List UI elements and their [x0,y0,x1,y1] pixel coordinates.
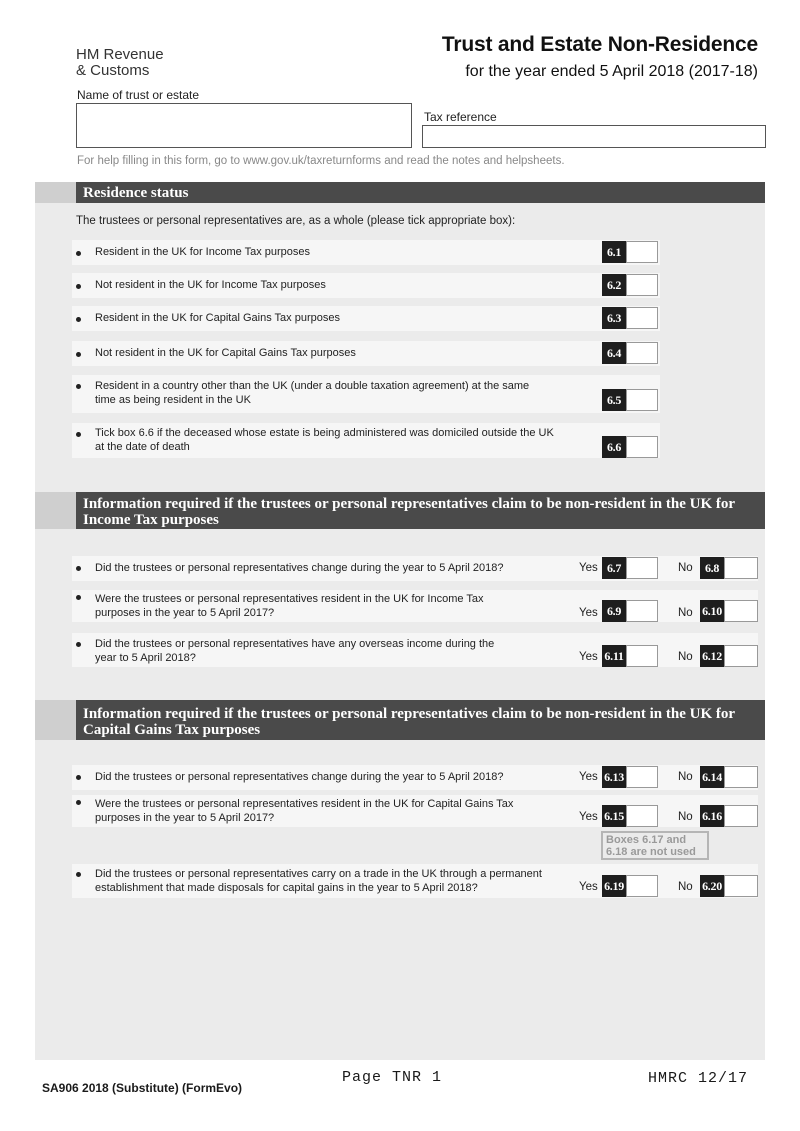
yes-label: Yes [579,771,598,783]
box-6-7[interactable] [602,557,658,579]
tickbox-6-1[interactable] [626,241,658,263]
yes-label: Yes [579,881,598,893]
box-number: 6.2 [602,274,626,296]
box-6-3[interactable] [602,307,658,329]
tickbox-6-5[interactable] [626,389,658,411]
tickbox-6-8[interactable] [724,557,758,579]
section-heading-cgt [35,700,765,740]
box-number: 6.19 [602,875,626,897]
tickbox-6-3[interactable] [626,307,658,329]
unused-boxes-note: Boxes 6.17 and 6.18 are not used [601,831,709,860]
box-6-10[interactable] [700,600,758,622]
box-6-1[interactable] [602,241,658,263]
tax-reference-field[interactable] [422,125,766,148]
tickbox-6-12[interactable] [724,645,758,667]
box-6-12[interactable] [700,645,758,667]
residence-row-6-3 [72,306,660,331]
box-number: 6.6 [602,436,626,458]
box-6-15[interactable] [602,805,658,827]
tickbox-6-19[interactable] [626,875,658,897]
form-title: Trust and Estate Non-Residence [441,33,758,56]
question-text: Did the trustees or personal representatives change during the year to 5 April 2018? [95,771,504,783]
yes-label: Yes [579,562,598,574]
tickbox-6-15[interactable] [626,805,658,827]
box-6-14[interactable] [700,766,758,788]
box-number: 6.15 [602,805,626,827]
tickbox-6-2[interactable] [626,274,658,296]
box-number: 6.4 [602,342,626,364]
box-6-9[interactable] [602,600,658,622]
question-text: Not resident in the UK for Income Tax purposes [95,279,326,291]
tax-reference-label: Tax reference [424,110,497,124]
box-number: 6.12 [700,645,724,667]
section-heading-residence [35,182,765,203]
logo-line-1: HM Revenue [76,46,164,63]
question-text: Did the trustees or personal representatives have any overseas income during the year to 5 April 2018? [95,638,495,664]
residence-row-6-1 [72,240,660,265]
question-text: Resident in the UK for Capital Gains Tax purposes [95,312,340,324]
yes-label: Yes [579,811,598,823]
tickbox-6-13[interactable] [626,766,658,788]
tickbox-6-14[interactable] [724,766,758,788]
yes-label: Yes [579,607,598,619]
residence-row-6-2 [72,273,660,298]
box-6-19[interactable] [602,875,658,897]
box-number: 6.1 [602,241,626,263]
tickbox-6-7[interactable] [626,557,658,579]
trust-name-field[interactable] [76,103,412,148]
no-label: No [678,651,693,663]
no-label: No [678,562,693,574]
tickbox-6-10[interactable] [724,600,758,622]
box-number: 6.13 [602,766,626,788]
section-title: Residence status [83,185,189,201]
box-number: 6.5 [602,389,626,411]
box-number: 6.8 [700,557,724,579]
hmrc-logo [76,47,164,79]
box-6-2[interactable] [602,274,658,296]
yes-label: Yes [579,651,598,663]
tickbox-6-16[interactable] [724,805,758,827]
question-text: Tick box 6.6 if the deceased whose estate is being administered was domiciled outside the UK at the date of death [95,427,554,453]
box-number: 6.7 [602,557,626,579]
section-title: Information required if the trustees or personal representatives claim to be non-resident in the UK for Income Tax purposes [83,496,735,528]
tickbox-6-6[interactable] [626,436,658,458]
logo-line-2: & Customs [76,62,150,79]
trust-name-label: Name of trust or estate [77,88,200,102]
question-text: Resident in a country other than the UK (under a double taxation agreement) at the same time as being resident in the UK [95,380,530,406]
question-text: Resident in the UK for Income Tax purposes [95,246,311,258]
box-6-16[interactable] [700,805,758,827]
residence-row-6-4 [72,341,660,366]
box-6-13[interactable] [602,766,658,788]
no-label: No [678,881,693,893]
box-6-8[interactable] [700,557,758,579]
question-text: Were the trustees or personal representatives resident in the UK for Capital Gains Tax purposes in the year to 5 April 2017? [95,798,514,824]
tickbox-6-20[interactable] [724,875,758,897]
section-title: Information required if the trustees or personal representatives claim to be non-resident in the UK for Capital Gains Tax purposes [83,706,735,738]
no-label: No [678,607,693,619]
box-number: 6.11 [602,645,626,667]
residence-row-6-5 [72,375,660,413]
no-label: No [678,811,693,823]
tickbox-6-4[interactable] [626,342,658,364]
help-text: For help filling in this form, go to www.gov.uk/taxreturnforms and read the notes and helpsheets. [77,155,565,167]
tickbox-6-9[interactable] [626,600,658,622]
box-6-5[interactable] [602,389,658,411]
box-number: 6.9 [602,600,626,622]
box-6-4[interactable] [602,342,658,364]
form-version: HMRC 12/17 [648,1070,749,1087]
box-number: 6.3 [602,307,626,329]
box-number: 6.16 [700,805,724,827]
residence-intro: The trustees or personal representatives are, as a whole (please tick appropriate box): [76,215,516,227]
question-text: Were the trustees or personal representatives resident in the UK for Income Tax purposes in the year to 5 April 2017? [95,593,484,619]
page-number: Page TNR 1 [342,1069,443,1086]
form-subtitle: for the year ended 5 April 2018 (2017-18) [465,63,758,80]
box-6-20[interactable] [700,875,758,897]
form-id: SA906 2018 (Substitute) (FormEvo) [42,1081,243,1095]
section-heading-income-tax [35,492,765,529]
no-label: No [678,771,693,783]
residence-row-6-6 [72,423,660,458]
question-text: Did the trustees or personal representatives carry on a trade in the UK through a permanent establishment that made disposals for capital gains in the year to 5 April 2018? [95,868,542,894]
box-number: 6.20 [700,875,724,897]
tickbox-6-11[interactable] [626,645,658,667]
box-6-6[interactable] [602,436,658,458]
box-number: 6.14 [700,766,724,788]
box-6-11[interactable] [602,645,658,667]
question-text: Did the trustees or personal representatives change during the year to 5 April 2018? [95,562,504,574]
question-text: Not resident in the UK for Capital Gains Tax purposes [95,347,356,359]
box-number: 6.10 [700,600,724,622]
